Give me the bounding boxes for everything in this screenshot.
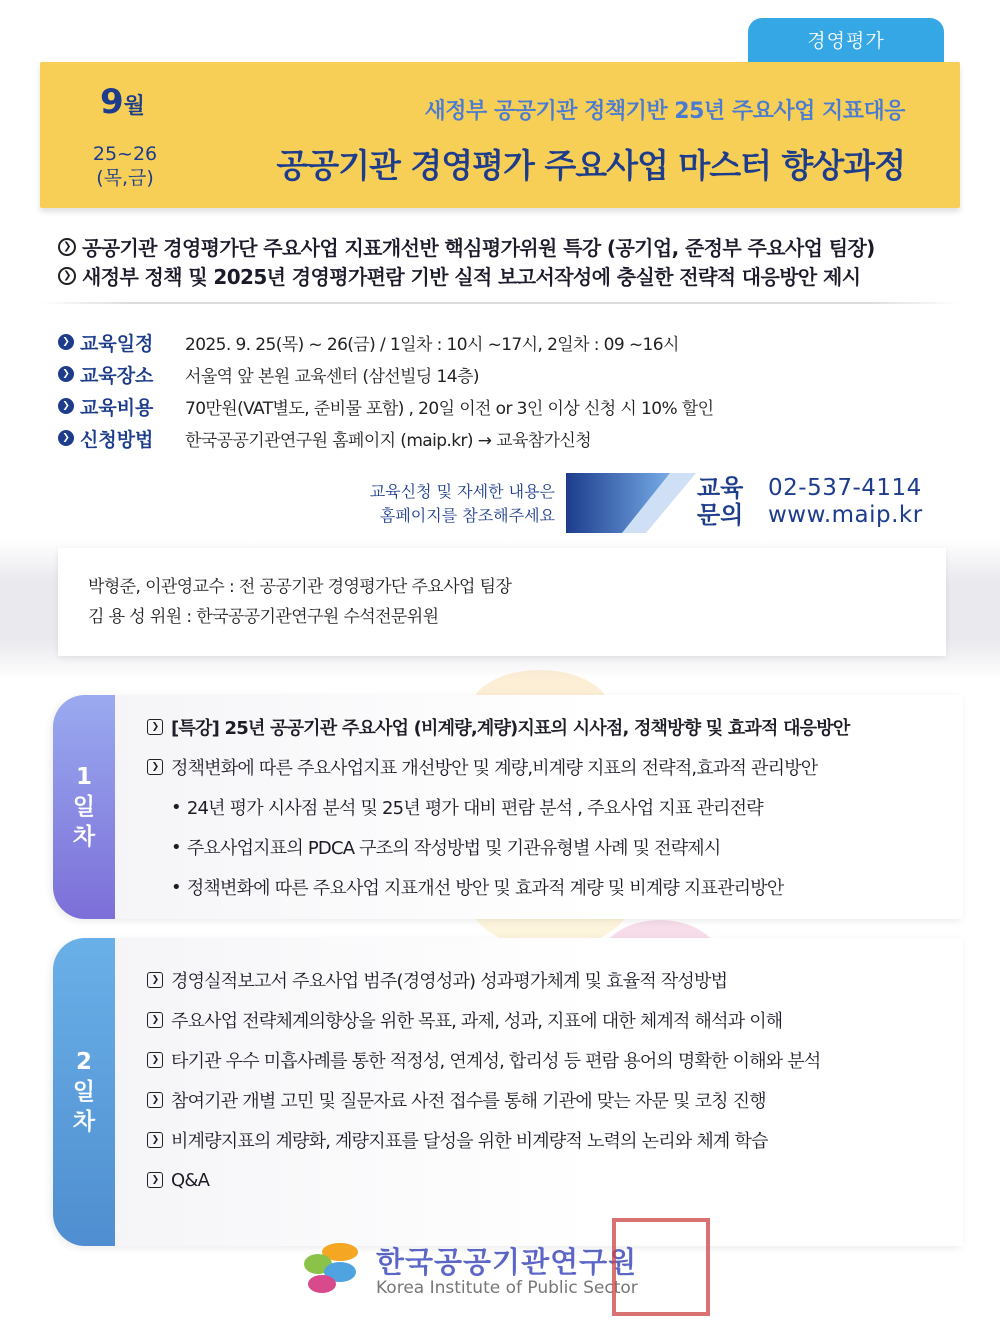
day1-tab <box>53 695 115 919</box>
chevron-right-icon: ❯ <box>58 267 76 285</box>
chevron-right-icon: ❯ <box>58 430 74 446</box>
day2-section <box>53 938 963 1246</box>
day1-section <box>53 695 963 919</box>
list-item <box>147 960 820 1000</box>
chevron-right-box-icon: ❯ <box>147 1132 163 1148</box>
day2-items <box>147 960 820 1200</box>
list-item-text: 참여기관 개별 고민 및 질문자료 사전 접수를 통해 기관에 맞는 자문 및 코칭 진행 <box>171 1091 766 1112</box>
info-row-fee <box>58 390 713 422</box>
list-item <box>147 1040 820 1080</box>
org-name-english: Korea Institute of Public Sector <box>376 1278 638 1298</box>
contact-note <box>320 480 555 528</box>
day-tab-char: 2 <box>75 1049 92 1075</box>
title-banner <box>40 62 960 208</box>
list-item-text: 주요사업 전략체계의향상을 위한 목표, 과제, 성과, 지표에 대한 체계적 해석과 이해 <box>171 1011 783 1032</box>
course-info <box>58 326 713 454</box>
list-item-text: • 24년 평가 시사점 분석 및 25년 평가 대비 편람 분석 , 주요사업 지표 관리전략 <box>186 798 763 819</box>
chevron-right-box-icon: ❯ <box>147 1092 163 1108</box>
chevron-right-icon: ❯ <box>58 334 74 350</box>
list-item-text: [특강] 25년 공공기관 주요사업 (비계량,계량)지표의 시사점, 정책방향 및 효과적 대응방안 <box>171 718 850 739</box>
contact-phone[interactable]: 02-537-4114 <box>768 475 922 501</box>
month-number: 9 <box>100 82 124 122</box>
category-tag: 경영평가 <box>748 18 944 70</box>
list-item <box>147 827 849 867</box>
contact-website[interactable]: www.maip.kr <box>768 502 923 528</box>
banner-subtitle: 새정부 공공기관 정책기반 25년 주요사업 지표대응 <box>424 99 905 124</box>
highlights <box>58 232 958 290</box>
list-item <box>147 1000 820 1040</box>
contact-label-line: 문의 <box>697 501 744 529</box>
month <box>100 82 145 122</box>
weekdays: (목,금) <box>96 167 154 189</box>
instructor-line: 김 용 성 위원 : 한국공공기관연구원 수석전문위원 <box>88 607 439 627</box>
chevron-right-box-icon: ❯ <box>147 1172 163 1188</box>
list-item <box>147 867 849 907</box>
list-item-text: 비계량지표의 계량화, 계량지표를 달성을 위한 비계량적 노력의 논리와 체계 학습 <box>171 1131 768 1152</box>
chevron-right-box-icon: ❯ <box>147 972 163 988</box>
chevron-right-box-icon: ❯ <box>147 719 163 735</box>
contact-label-line: 교육 <box>697 474 744 502</box>
info-value: 2025. 9. 25(목) ~ 26(금) / 1일차 : 10시 ~17시, 2일차 : 09 ~16시 <box>185 334 679 355</box>
info-row-apply <box>58 422 713 454</box>
contact-label <box>697 475 743 529</box>
info-value: 70만원(VAT별도, 준비물 포함) , 20일 이전 or 3인 이상 신청 시 10% 할인 <box>185 398 714 419</box>
chevron-right-icon: ❯ <box>58 238 76 256</box>
dates <box>92 142 158 190</box>
org-name: 한국공공기관연구원 <box>376 1245 638 1279</box>
month-unit: 월 <box>123 94 145 119</box>
divider <box>40 302 960 304</box>
info-value: 서울역 앞 본원 교육센터 (삼선빌딩 14층) <box>185 366 479 387</box>
list-item-text: • 주요사업지표의 PDCA 구조의 작성방법 및 기관유형별 사례 및 전략제시 <box>186 838 721 859</box>
day-tab-char: 1 <box>75 764 92 790</box>
list-item-text: 정책변화에 따른 주요사업지표 개선방안 및 계량,비계량 지표의 전략적,효과적 관리방안 <box>171 758 818 779</box>
date-range: 25~26 <box>92 143 158 165</box>
day-tab-char: 차 <box>72 824 96 850</box>
chevron-right-icon: ❯ <box>58 398 74 414</box>
list-item <box>147 747 849 787</box>
info-value: 한국공공기관연구원 홈페이지 (maip.kr) → 교육참가신청 <box>185 430 592 451</box>
info-row-location <box>58 358 713 390</box>
list-item <box>147 707 849 747</box>
list-item <box>147 787 849 827</box>
list-item-text: • 정책변화에 따른 주요사업 지표개선 방안 및 효과적 계량 및 비계량 지표관리방안 <box>186 878 784 899</box>
highlight-text: 공공기관 경영평가단 주요사업 지표개선반 핵심평가위원 특강 (공기업, 준정부 주요사업 팀장) <box>82 236 875 260</box>
list-item-text: 경영실적보고서 주요사업 범주(경영성과) 성과평가체계 및 효율적 작성방법 <box>171 971 728 992</box>
day-tab-char: 일 <box>72 794 96 820</box>
info-label: 교육장소 <box>80 364 154 387</box>
list-item <box>147 1120 820 1160</box>
info-row-schedule <box>58 326 713 358</box>
day-tab-char: 차 <box>72 1109 96 1135</box>
list-item-text: Q&A <box>171 1169 210 1191</box>
day2-tab <box>53 938 115 1246</box>
chevron-right-box-icon: ❯ <box>147 1012 163 1028</box>
highlight-item <box>58 232 958 261</box>
info-label: 교육비용 <box>80 396 154 419</box>
info-label: 교육일정 <box>80 332 154 355</box>
info-label: 신청방법 <box>80 428 154 451</box>
decorative-stripe-graphic <box>566 473 696 533</box>
list-item <box>147 1160 820 1200</box>
org-logo-icon <box>300 1240 364 1296</box>
chevron-right-icon: ❯ <box>58 366 74 382</box>
official-seal-stamp <box>612 1218 710 1316</box>
highlight-text: 새정부 정책 및 2025년 경영평가편람 기반 실적 보고서작성에 충실한 전략적 대응방안 제시 <box>82 265 861 289</box>
list-item-text: 타기관 우수 미흡사례를 통한 적정성, 연계성, 합리성 등 편람 용어의 명확한 이해와 분석 <box>171 1051 821 1072</box>
day1-items <box>147 707 849 907</box>
day-tab-char: 일 <box>72 1079 96 1105</box>
banner-title: 공공기관 경영평가 주요사업 마스터 향상과정 <box>276 146 905 185</box>
chevron-right-box-icon: ❯ <box>147 1052 163 1068</box>
chevron-right-box-icon: ❯ <box>147 759 163 775</box>
highlight-item <box>58 261 958 290</box>
contact-note-line: 홈페이지를 참조해주세요 <box>379 506 555 525</box>
list-item <box>147 1080 820 1120</box>
contact-note-line: 교육신청 및 자세한 내용은 <box>369 482 555 501</box>
instructor-line: 박형준, 이관영교수 : 전 공공기관 경영평가단 주요사업 팀장 <box>88 577 512 597</box>
